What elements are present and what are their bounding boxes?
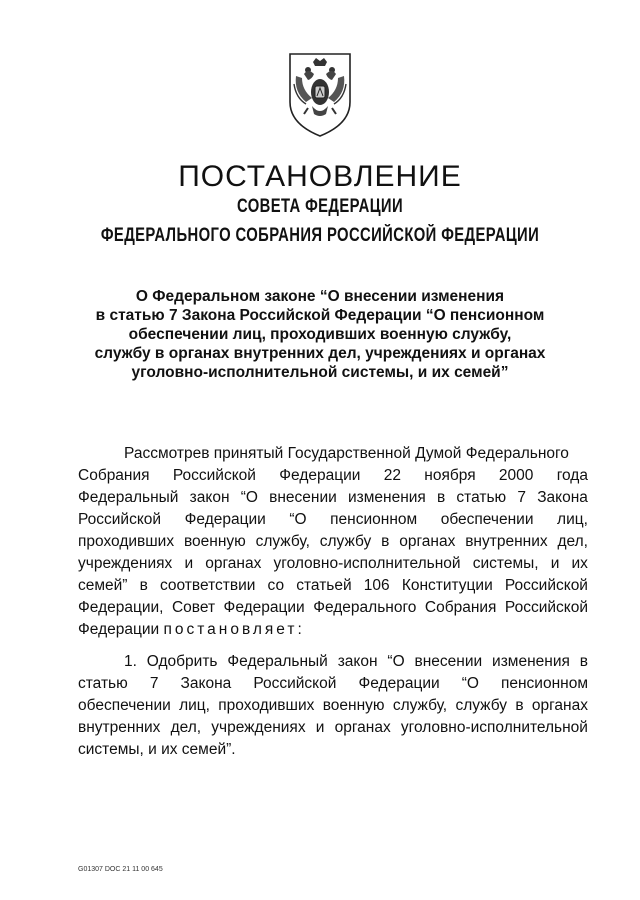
- preamble-line: [78, 531, 588, 553]
- word: “О: [387, 653, 405, 670]
- word: Закона: [537, 489, 588, 506]
- word: Федерального: [313, 599, 417, 616]
- word: изменения: [347, 489, 426, 506]
- clause-line: [78, 695, 588, 717]
- word: 7: [517, 489, 526, 506]
- word: в: [515, 697, 524, 714]
- word: Федерации: [184, 511, 266, 528]
- preamble-line: [78, 487, 588, 509]
- document-subject-heading: [0, 287, 640, 382]
- word: службу: [455, 697, 507, 714]
- word: и: [315, 719, 325, 736]
- word: Конституции: [401, 577, 493, 594]
- issuing-body-line2: ФЕДЕРАЛЬНОГО СОБРАНИЯ РОССИЙСКОЙ ФЕДЕРАЦИИ: [100, 225, 540, 246]
- word: внесении: [269, 489, 337, 506]
- word: учреждениях: [78, 555, 173, 572]
- heading-line: службу в органах внутренних дел, учреждениях и органах: [94, 345, 546, 362]
- word: системы,: [472, 555, 539, 572]
- word: органах: [399, 533, 456, 550]
- word: органах: [531, 697, 588, 714]
- clause-1-paragraph: [78, 651, 588, 761]
- word: соответствии: [159, 577, 256, 594]
- preamble-line: [78, 509, 588, 531]
- word: статью: [78, 675, 128, 692]
- word: Федеральный: [227, 653, 328, 670]
- word: статью: [456, 489, 507, 506]
- word: Федерации,: [78, 599, 164, 616]
- word: в: [579, 653, 588, 670]
- heading-line: обеспечении лиц, проходивших военную службу,: [128, 326, 512, 343]
- word: Российской: [78, 511, 162, 528]
- word: Федерации: [223, 599, 305, 616]
- word: Российской: [253, 675, 337, 692]
- word: внесении: [414, 653, 483, 670]
- word: Российской: [504, 577, 588, 594]
- word: в: [139, 577, 148, 594]
- word: дел,: [170, 719, 202, 736]
- word: 1.: [124, 653, 137, 670]
- word: и: [550, 555, 560, 572]
- word: ноября: [424, 467, 476, 484]
- word: органах: [334, 719, 391, 736]
- word: “О: [289, 511, 307, 528]
- preamble-lead-text: Федерации: [78, 621, 164, 638]
- word: проходивших: [218, 697, 315, 714]
- preamble-line: Рассмотрев принятый Государственной Думой Федерального: [124, 445, 569, 462]
- word: Федерации: [358, 675, 440, 692]
- word: учреждениях: [211, 719, 306, 736]
- word: лиц,: [557, 511, 588, 528]
- issuing-body-line1: СОВЕТА ФЕДЕРАЦИИ: [236, 196, 404, 217]
- word: 2000: [498, 467, 534, 484]
- word: внутренних: [465, 533, 548, 550]
- clause-line: [78, 717, 588, 739]
- resolution-verb: постановляет:: [163, 621, 305, 638]
- word: статьей: [296, 577, 352, 594]
- heading-line: О Федеральном законе “О внесении изменения: [135, 288, 505, 305]
- word: Федерации: [279, 467, 361, 484]
- word: внутренних: [78, 719, 161, 736]
- document-registration-code: G01307 DOC 21 11 00 645: [78, 866, 163, 873]
- word: проходивших: [78, 533, 175, 550]
- word: Закона: [180, 675, 232, 692]
- word: изменения: [492, 653, 570, 670]
- word: Федеральный: [78, 489, 179, 506]
- word: закон: [337, 653, 378, 670]
- word: Собрания: [424, 599, 497, 616]
- heading-line: уголовно-исполнительной системы, и их семей”: [131, 364, 509, 381]
- heading-line: в статью 7 Закона Российской Федерации “О пенсионном: [95, 307, 545, 324]
- word: службу: [319, 533, 372, 550]
- word: службу,: [255, 533, 310, 550]
- word: 106: [363, 577, 390, 594]
- word: обеспечении: [440, 511, 534, 528]
- word: “О: [461, 675, 479, 692]
- word: пенсионном: [330, 511, 418, 528]
- word: закон: [189, 489, 230, 506]
- preamble-line: [78, 553, 588, 575]
- word: и: [184, 555, 194, 572]
- preamble-line: [78, 575, 588, 597]
- word: в: [381, 533, 390, 550]
- preamble-paragraph: [78, 443, 588, 641]
- word: обеспечении: [78, 697, 171, 714]
- word: уголовно-исполнительной: [400, 719, 588, 736]
- clause-line: [78, 651, 588, 673]
- preamble-line: [78, 597, 588, 619]
- word: военную: [183, 533, 246, 550]
- word: лиц,: [179, 697, 210, 714]
- preamble-line: [78, 465, 588, 487]
- word: со: [267, 577, 285, 594]
- clause-line: [78, 673, 588, 695]
- word: года: [556, 467, 588, 484]
- word: Российской: [504, 599, 588, 616]
- word: Совет: [171, 599, 216, 616]
- word: военную: [322, 697, 385, 714]
- document-type-title: ПОСТАНОВЛЕНИЕ: [178, 160, 462, 193]
- word: службу,: [392, 697, 448, 714]
- coat-of-arms-icon: [286, 50, 354, 138]
- preamble-line: [78, 619, 588, 641]
- word: семей”: [78, 577, 128, 594]
- word: органах: [205, 555, 262, 572]
- word: Российской: [172, 467, 256, 484]
- clause-line: системы, и их семей”.: [78, 741, 236, 758]
- word: дел,: [557, 533, 588, 550]
- word: их: [571, 555, 588, 572]
- word: 7: [149, 675, 159, 692]
- word: уголовно-исполнительной: [273, 555, 461, 572]
- word: Собрания: [78, 467, 150, 484]
- word: 22: [383, 467, 401, 484]
- word: “О: [240, 489, 258, 506]
- word: Одобрить: [146, 653, 218, 670]
- word: пенсионном: [500, 675, 588, 692]
- word: в: [437, 489, 446, 506]
